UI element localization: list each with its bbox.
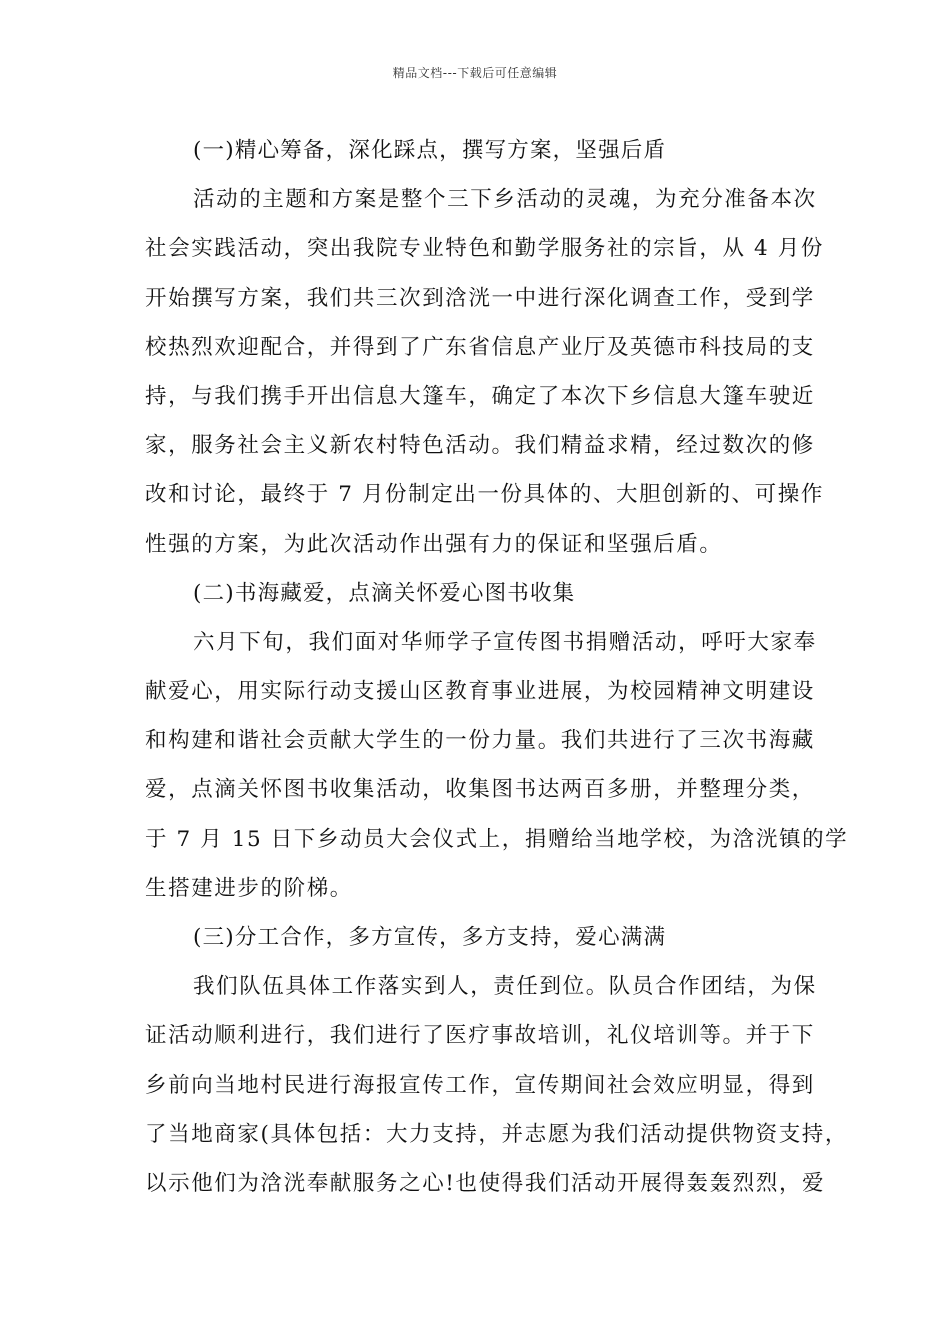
paragraph-line: 生搭建进步的阶梯。 [145,875,353,901]
paragraph-line: 证活动顺利进行，我们进行了医疗事故培训，礼仪培训等。并于下 [145,1023,815,1049]
paragraph-line: 六月下旬，我们面对华师学子宣传图书捐赠活动，呼吁大家奉 [193,629,817,655]
paragraph-line: 家，服务社会主义新农村特色活动。我们精益求精，经过数次的修 [145,433,815,459]
paragraph-line: 爱，点滴关怀图书收集活动，收集图书达两百多册，并整理分类， [145,777,815,803]
paragraph-line: 了当地商家(具体包括：大力支持，并志愿为我们活动提供物资支持， [145,1121,848,1147]
paragraph-line: 性强的方案，为此次活动作出强有力的保证和坚强后盾。 [145,531,723,557]
section-heading-1: (一)精心筹备，深化踩点，撰写方案，坚强后盾 [193,138,667,163]
paragraph-line: 改和讨论，最终于 7 月份制定出一份具体的、大胆创新的、可操作 [145,482,824,508]
paragraph-line: 乡前向当地村民进行海报宣传工作，宣传期间社会效应明显，得到 [145,1072,815,1098]
paragraph-line: 我们队伍具体工作落实到人，责任到位。队员合作团结，为保 [193,974,817,1000]
paragraph-line: 社会实践活动，突出我院专业特色和勤学服务社的宗旨，从 4 月份 [145,236,824,262]
paragraph-line: 献爱心，用实际行动支援山区教育事业进展，为校园精神文明建设 [145,679,815,705]
paragraph-line: 于 7 月 15 日下乡动员大会仪式上，捐赠给当地学校，为浛洸镇的学 [145,826,849,852]
paragraph-line: 以示他们为浛洸奉献服务之心!也使得我们活动开展得轰轰烈烈，爱 [145,1170,826,1196]
paragraph-line: 开始撰写方案，我们共三次到浛洸一中进行深化调查工作，受到学 [145,285,815,311]
page-header: 精品文档---下载后可任意编辑 [392,66,558,80]
section-heading-3: (三)分工合作，多方宣传，多方支持，爱心满满 [193,925,667,950]
document-body [145,126,849,1208]
paragraph-line: 活动的主题和方案是整个三下乡活动的灵魂，为充分准备本次 [193,187,817,213]
paragraph-line: 持，与我们携手开出信息大篷车，确定了本次下乡信息大篷车驶近 [145,383,815,409]
section-heading-2: (二)书海藏爱，点滴关怀爱心图书收集 [193,580,576,606]
paragraph-line: 和构建和谐社会贡献大学生的一份力量。我们共进行了三次书海藏 [145,728,815,754]
paragraph-line: 校热烈欢迎配合，并得到了广东省信息产业厅及英德市科技局的支 [145,334,815,360]
